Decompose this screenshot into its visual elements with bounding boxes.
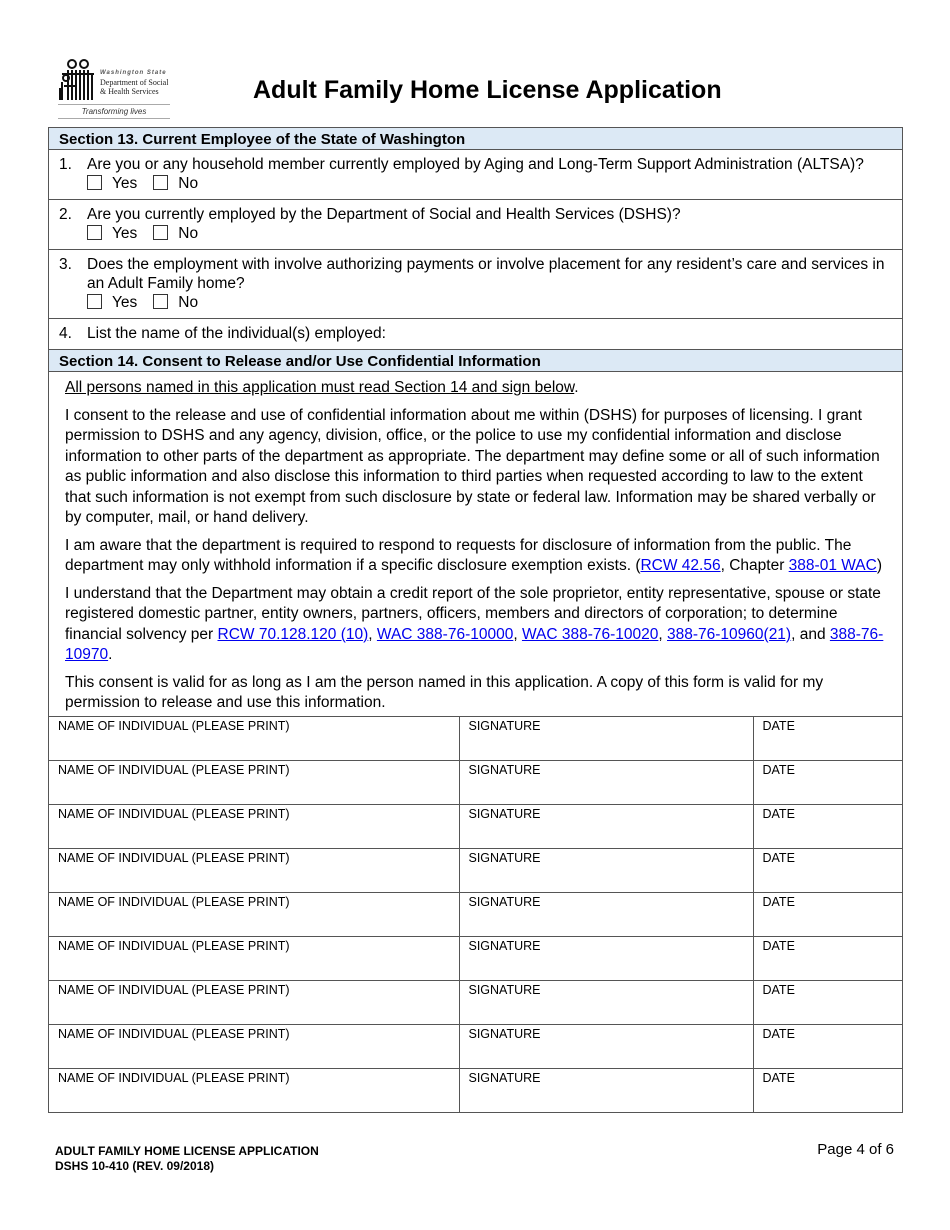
signature-field[interactable]: SIGNATURE [459, 1068, 753, 1112]
signature-row [49, 716, 902, 760]
consent-paragraph-2: I am aware that the department is required to respond to requests for disclosure of information from the public. The department may only withhold information if a specific disclosure exemption exists. (RCW 42.56, Chapter 388-01 WAC) [65, 536, 882, 574]
consent-paragraph-1: I consent to the release and use of confidential information about me within (DSHS) for purposes of licensing. I grant permission to DSHS and any agency, division, office, or the police to use my confidential information and disclose information to other parts of the department as appropriate. The department may define some or all of such information as public information and also disclose this information to third parties when requested according to law to the extent that such information is not exempt from such disclosure by state or federal law. Information may be shared verbally or by computer, mail, or hand delivery. [65, 406, 880, 526]
date-field[interactable]: DATE [753, 936, 902, 980]
no-checkbox[interactable]: No [153, 224, 198, 243]
consent-text: All persons named in this application must read Section 14 and sign below. I consent to the release and use of confidential information about me within (DSHS) for purposes of licensing. I grant permission to DSHS and any agency, division, office, or the police to use my confidential information and disclose information to other parts of the department as appropriate. The department may define some or all of such information as public information and also disclose this information to third parties when requested according to law to the extent that such information is not exempt from such disclosure by state or federal law. Information may be shared verbally or by computer, mail, or hand delivery. I am aware that the department is required to respond to requests for disclosure of information from the public. The department may only withhold information if a specific disclosure exemption exists. (RCW 42.56, Chapter 388-01 WAC) I understand that the Department may obtain a credit report of the sole proprietor, entity representative, spouse or state registered domestic partner, entity owners, partners, officers, members and directors of corporation; to determine financial solvency per RCW 70.128.120 (10), WAC 388-76-10000, WAC 388-76-10020, 388-76-10960(21), and 388-76-10970. This consent is valid for as long as I am the person named in this application. A copy of this form is valid for my permission to release and use this information. [49, 372, 902, 716]
section-14-heading: Section 14. Consent to Release and/or Use Confidential Information [49, 350, 902, 372]
date-field[interactable]: DATE [753, 716, 902, 760]
signature-field[interactable]: SIGNATURE [459, 892, 753, 936]
name-field[interactable]: NAME OF INDIVIDUAL (PLEASE PRINT) [49, 1068, 459, 1112]
wac-link[interactable]: 388-76-10960(21) [667, 625, 792, 643]
signature-row [49, 980, 902, 1024]
signature-row [49, 936, 902, 980]
question-1: 1. Are you or any household member currently employed by Aging and Long-Term Support Administration (ALTSA)? Yes No [49, 150, 902, 200]
signature-row [49, 848, 902, 892]
dshs-logo: Washington State Department of Social & Health Services Transforming lives [58, 58, 170, 120]
name-field[interactable]: NAME OF INDIVIDUAL (PLEASE PRINT) [49, 980, 459, 1024]
signature-field[interactable]: SIGNATURE [459, 716, 753, 760]
question-2: 2. Are you currently employed by the Department of Social and Health Services (DSHS)? Yes No [49, 200, 902, 250]
date-field[interactable]: DATE [753, 760, 902, 804]
checkbox-icon[interactable] [87, 294, 102, 309]
signature-field[interactable]: SIGNATURE [459, 936, 753, 980]
page-title: Adult Family Home License Application [253, 76, 722, 104]
checkbox-icon[interactable] [153, 225, 168, 240]
tagline: Transforming lives [58, 104, 170, 119]
name-field[interactable]: NAME OF INDIVIDUAL (PLEASE PRINT) [49, 716, 459, 760]
no-checkbox[interactable]: No [153, 293, 198, 312]
name-field[interactable]: NAME OF INDIVIDUAL (PLEASE PRINT) [49, 848, 459, 892]
people-logo-icon [58, 58, 98, 102]
date-field[interactable]: DATE [753, 1068, 902, 1112]
no-checkbox[interactable]: No [153, 174, 198, 193]
signature-row [49, 1024, 902, 1068]
date-field[interactable]: DATE [753, 892, 902, 936]
form [48, 127, 903, 1113]
date-field[interactable]: DATE [753, 980, 902, 1024]
page-number: Page 4 of 6 [817, 1141, 894, 1158]
question-4: 4. List the name of the individual(s) employed: [49, 319, 902, 350]
date-field[interactable]: DATE [753, 804, 902, 848]
signature-row [49, 760, 902, 804]
wac-link[interactable]: WAC 388-76-10020 [521, 625, 659, 643]
footer-form-name: ADULT FAMILY HOME LICENSE APPLICATION DSHS 10-410 (REV. 09/2018) [55, 1144, 319, 1173]
signature-row [49, 1068, 902, 1112]
checkbox-icon[interactable] [153, 175, 168, 190]
signature-table [49, 716, 902, 1112]
name-field[interactable]: NAME OF INDIVIDUAL (PLEASE PRINT) [49, 1024, 459, 1068]
yes-checkbox[interactable]: Yes [87, 174, 137, 193]
signature-field[interactable]: SIGNATURE [459, 1024, 753, 1068]
name-field[interactable]: NAME OF INDIVIDUAL (PLEASE PRINT) [49, 804, 459, 848]
name-field[interactable]: NAME OF INDIVIDUAL (PLEASE PRINT) [49, 892, 459, 936]
consent-paragraph-4: This consent is valid for as long as I am the person named in this application. A copy of this form is valid for my permission to release and use this information. [65, 673, 824, 711]
signature-field[interactable]: SIGNATURE [459, 760, 753, 804]
date-field[interactable]: DATE [753, 848, 902, 892]
dept-name-2: & Health Services [100, 87, 159, 96]
signature-field[interactable]: SIGNATURE [459, 848, 753, 892]
signature-row [49, 804, 902, 848]
checkbox-icon[interactable] [87, 175, 102, 190]
wac-link[interactable]: 388-76-10970 [65, 625, 884, 663]
checkbox-icon[interactable] [87, 225, 102, 240]
wac-link[interactable]: WAC 388-76-10000 [376, 625, 514, 643]
rcw-42-56-link[interactable]: RCW 42.56 [640, 557, 721, 574]
name-field[interactable]: NAME OF INDIVIDUAL (PLEASE PRINT) [49, 760, 459, 804]
signature-field[interactable]: SIGNATURE [459, 980, 753, 1024]
date-field[interactable]: DATE [753, 1024, 902, 1068]
yes-checkbox[interactable]: Yes [87, 293, 137, 312]
rcw-link[interactable]: RCW 70.128.120 (10) [217, 625, 369, 643]
name-field[interactable]: NAME OF INDIVIDUAL (PLEASE PRINT) [49, 936, 459, 980]
instruction: All persons named in this application must read Section 14 and sign below [65, 379, 575, 396]
dept-name: Department of Social [100, 78, 169, 87]
checkbox-icon[interactable] [153, 294, 168, 309]
wac-388-01-link[interactable]: 388-01 WAC [788, 557, 877, 574]
section-13-heading: Section 13. Current Employee of the State of Washington [49, 128, 902, 150]
question-3: 3. Does the employment with involve authorizing payments or involve placement for any resident’s care and services in an Adult Family home? Yes No [49, 250, 902, 319]
yes-checkbox[interactable]: Yes [87, 224, 137, 243]
signature-field[interactable]: SIGNATURE [459, 804, 753, 848]
consent-paragraph-3: I understand that the Department may obtain a credit report of the sole proprietor, entity representative, spouse or state registered domestic partner, entity owners, partners, officers, members and directors of corporation; to determine financial solvency per RCW 70.128.120 (10), WAC 388-76-10000, WAC 388-76-10020, 388-76-10960(21), and 388-76-10970. [65, 584, 884, 663]
signature-row [49, 892, 902, 936]
